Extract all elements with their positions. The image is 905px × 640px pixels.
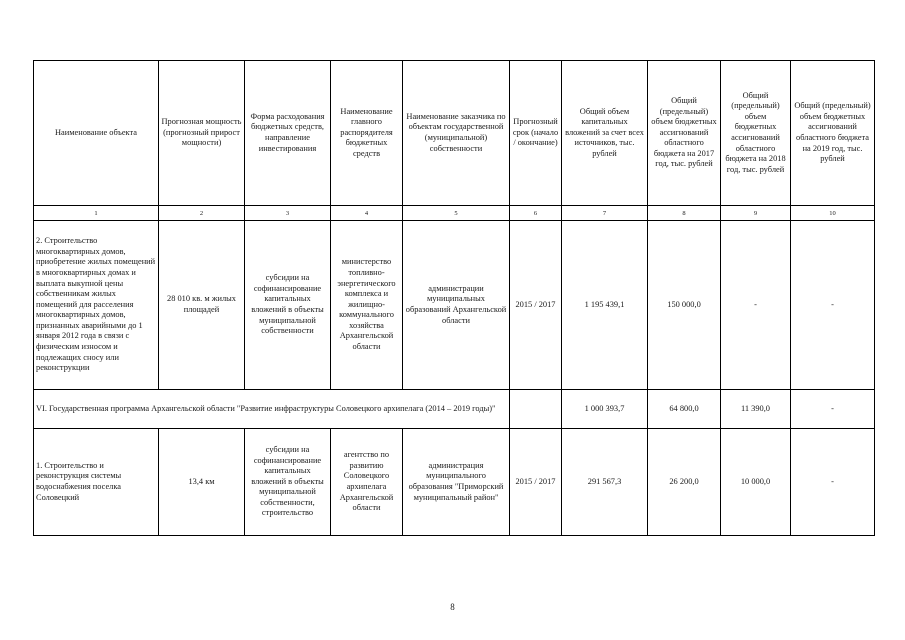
table-row <box>34 221 875 390</box>
section-row <box>34 390 875 429</box>
column-number: 7 <box>562 206 648 221</box>
object-name-cell: 2. Строительство многоквартирных домов, приобретение жилых помещений в многоквартирных домах и выплата выкупной цены собственникам жилых помещений для расселения многоквартирных домов, признанных аварийными до 1 января 2012 года в связи с физическим износом и подлежащих сносу или реконструкции <box>34 221 159 390</box>
column-number: 3 <box>245 206 331 221</box>
column-number: 9 <box>721 206 791 221</box>
column-number: 1 <box>34 206 159 221</box>
header-cell: Наименование объекта <box>34 61 159 206</box>
funding-form-cell: субсидии на софинансирование капитальных вложений в объекты муниципальной собственности <box>245 221 331 390</box>
page-number: 8 <box>450 602 455 612</box>
capacity-cell: 28 010 кв. м жилых площадей <box>159 221 245 390</box>
total-cell: 1 195 439,1 <box>562 221 648 390</box>
distributor-cell: министерство топливно-энергетического комплекса и жилищно-коммунального хозяйства Архангельской области <box>331 221 403 390</box>
budget-2018-cell: 10 000,0 <box>721 429 791 536</box>
investment-table <box>33 60 875 536</box>
section-term-cell <box>510 390 562 429</box>
column-number: 4 <box>331 206 403 221</box>
column-number: 8 <box>648 206 721 221</box>
budget-2019-cell: - <box>791 429 875 536</box>
column-number: 2 <box>159 206 245 221</box>
term-cell: 2015 / 2017 <box>510 221 562 390</box>
column-number: 6 <box>510 206 562 221</box>
customer-cell: администрации муниципальных образований Архангельской области <box>403 221 510 390</box>
capacity-cell: 13,4 км <box>159 429 245 536</box>
header-cell: Наименование заказчика по объектам государственной (муниципальной) собственности <box>403 61 510 206</box>
header-cell: Наименование главного распорядителя бюджетных средств <box>331 61 403 206</box>
header-cell: Форма расходования бюджетных средств, направление инвестирования <box>245 61 331 206</box>
object-name-cell: 1. Строительство и реконструкция системы водоснабжения поселка Соловецкий <box>34 429 159 536</box>
budget-2017-cell: 150 000,0 <box>648 221 721 390</box>
column-number: 5 <box>403 206 510 221</box>
header-cell: Общий (предельный) объем бюджетных ассигнований областного бюджета на 2019 год, тыс. рублей <box>791 61 875 206</box>
header-cell: Прогнозный срок (начало / окончание) <box>510 61 562 206</box>
budget-2019-cell: - <box>791 221 875 390</box>
header-cell: Прогнозная мощность (прогнозный прирост мощности) <box>159 61 245 206</box>
term-cell: 2015 / 2017 <box>510 429 562 536</box>
distributor-cell: агентство по развитию Соловецкого архипелага Архангельской области <box>331 429 403 536</box>
header-row <box>34 61 875 206</box>
budget-2017-cell: 26 200,0 <box>648 429 721 536</box>
section-2017-cell: 64 800,0 <box>648 390 721 429</box>
section-title-cell: VI. Государственная программа Архангельской области "Развитие инфраструктуры Соловецкого архипелага (2014 – 2019 годы)" <box>34 390 510 429</box>
total-cell: 291 567,3 <box>562 429 648 536</box>
header-cell: Общий (предельный) объем бюджетных ассигнований областного бюджета на 2017 год, тыс. рублей <box>648 61 721 206</box>
section-total-cell: 1 000 393,7 <box>562 390 648 429</box>
section-2018-cell: 11 390,0 <box>721 390 791 429</box>
customer-cell: администрация муниципального образования "Приморский муниципальный район" <box>403 429 510 536</box>
header-cell: Общий объем капитальных вложений за счет всех источников, тыс. рублей <box>562 61 648 206</box>
section-2019-cell: - <box>791 390 875 429</box>
table-row <box>34 429 875 536</box>
header-cell: Общий (предельный) объем бюджетных ассигнований областного бюджета на 2018 год, тыс. рублей <box>721 61 791 206</box>
funding-form-cell: субсидии на софинансирование капитальных вложений в объекты муниципальной собственности, строительство <box>245 429 331 536</box>
budget-2018-cell: - <box>721 221 791 390</box>
column-number-row <box>34 206 875 221</box>
column-number: 10 <box>791 206 875 221</box>
